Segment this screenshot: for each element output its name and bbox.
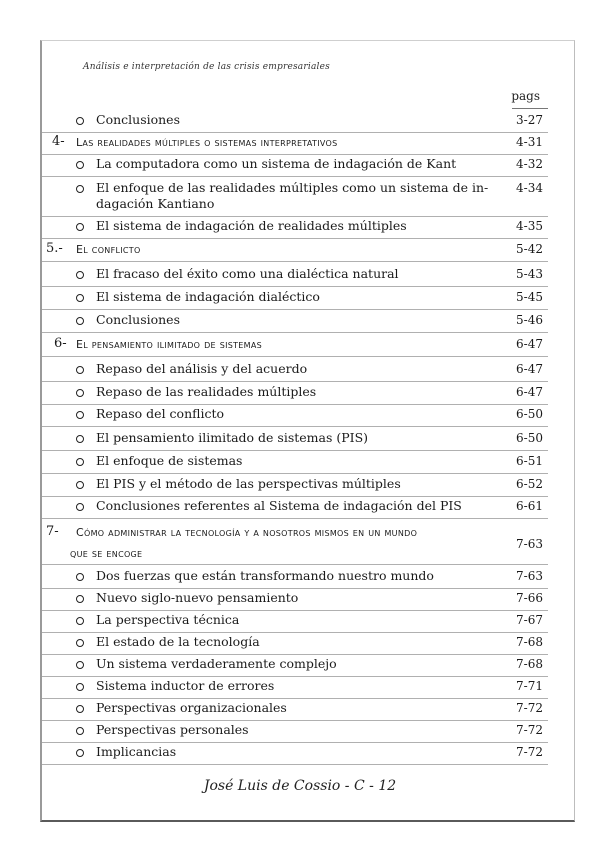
page-number: 7-72: [516, 745, 543, 759]
toc-item-title: El estado de la tecnología: [96, 634, 260, 649]
toc-item-row: [0, 289, 600, 309]
section-number: 5.-: [46, 241, 63, 256]
toc-item-title: El fracaso del éxito como una dialéctica natural: [96, 266, 399, 281]
bullet-circle-icon: [76, 317, 84, 325]
page-number: 4-34: [516, 181, 543, 195]
toc-item-title: La computadora como un sistema de indagación de Kant: [96, 156, 457, 171]
page-number: 5-46: [516, 313, 543, 327]
bullet-circle-icon: [76, 366, 84, 374]
row-separator: [42, 610, 548, 611]
section-title: El pensamiento ilimitado de sistemas: [76, 338, 262, 351]
toc-item-row: [0, 180, 600, 211]
bullet-circle-icon: [76, 617, 84, 625]
row-separator: [42, 404, 548, 405]
toc-item-title: El sistema de indagación de realidades múltiples: [96, 218, 407, 233]
bullet-circle-icon: [76, 481, 84, 489]
row-separator: [42, 286, 548, 287]
pages-label-rule: [512, 108, 548, 109]
toc-item-row: [0, 384, 600, 404]
page-number: 6-51: [516, 454, 543, 468]
toc-item-title: El enfoque de las realidades múltiples como un sistema de in-: [96, 180, 489, 195]
row-separator: [42, 154, 548, 155]
page-number: 6-47: [516, 362, 543, 376]
page-number: 5-42: [516, 242, 543, 256]
bullet-circle-icon: [76, 749, 84, 757]
row-separator: [42, 764, 548, 765]
page-number: 4-35: [516, 219, 543, 233]
bullet-circle-icon: [76, 223, 84, 231]
running-header: Análisis e interpretación de las crisis empresariales: [83, 62, 330, 72]
bullet-circle-icon: [76, 661, 84, 669]
toc-item-row: [0, 453, 600, 473]
bullet-circle-icon: [76, 389, 84, 397]
bullet-circle-icon: [76, 595, 84, 603]
page-number: 7-68: [516, 635, 543, 649]
section-title: El conflicto: [76, 243, 141, 256]
row-separator: [42, 632, 548, 633]
toc-item-title: El sistema de indagación dialéctico: [96, 289, 320, 304]
section-number: 4-: [52, 134, 65, 149]
page-number: 7-71: [516, 679, 543, 693]
page-number: 7-66: [516, 591, 543, 605]
toc-item-title: El PIS y el método de las perspectivas múltiples: [96, 476, 401, 491]
row-separator: [42, 176, 548, 177]
toc-item-title: Repaso del conflicto: [96, 406, 225, 421]
page-number: 4-31: [516, 135, 543, 149]
row-separator: [42, 496, 548, 497]
page-number: 5-45: [516, 290, 543, 304]
row-separator: [42, 261, 548, 262]
row-separator: [42, 450, 548, 451]
section-title: Las realidades múltiples o sistemas interpretativos: [76, 136, 338, 149]
toc-item-row: [0, 476, 600, 496]
pages-column-label: pags: [511, 89, 540, 103]
page-number: 6-47: [516, 337, 543, 351]
bullet-circle-icon: [76, 727, 84, 735]
toc-section-row: [0, 524, 600, 560]
toc-item-title: El enfoque de sistemas: [96, 453, 243, 468]
row-separator: [42, 742, 548, 743]
toc-item-title-continued: dagación Kantiano: [96, 196, 215, 211]
page-number: 6-61: [516, 499, 543, 513]
page-number: 7-63: [516, 537, 543, 551]
page-number: 7-72: [516, 723, 543, 737]
section-title: Cómo administrar la tecnología y a nosotros mismos en un mundo: [76, 526, 418, 539]
toc-item-title: Conclusiones: [96, 112, 180, 127]
toc-item-title: La perspectiva técnica: [96, 612, 240, 627]
bullet-circle-icon: [76, 503, 84, 511]
row-separator: [42, 238, 548, 239]
page-number: 5-43: [516, 267, 543, 281]
page-number: 7-63: [516, 569, 543, 583]
toc-item-title: El pensamiento ilimitado de sistemas (PIS): [96, 430, 369, 445]
toc-item-row: [0, 700, 600, 720]
toc-item-title: Un sistema verdaderamente complejo: [96, 656, 337, 671]
toc-item-row: [0, 612, 600, 632]
toc-item-title: Conclusiones: [96, 312, 180, 327]
bullet-circle-icon: [76, 185, 84, 193]
page-number: 7-67: [516, 613, 543, 627]
toc-item-title: Repaso de las realidades múltiples: [96, 384, 317, 399]
bullet-circle-icon: [76, 639, 84, 647]
row-separator: [42, 720, 548, 721]
row-separator: [42, 426, 548, 427]
toc-section-row: [0, 134, 600, 154]
bullet-circle-icon: [76, 683, 84, 691]
toc-item-row: [0, 498, 600, 518]
toc-item-row: [0, 218, 600, 238]
toc-item-row: [0, 744, 600, 764]
page-number: 7-68: [516, 657, 543, 671]
bullet-circle-icon: [76, 271, 84, 279]
toc-item-row: [0, 678, 600, 698]
row-separator: [42, 132, 548, 133]
toc-item-row: [0, 112, 600, 132]
row-separator: [42, 216, 548, 217]
toc-section-row: [0, 241, 600, 261]
toc-item-row: [0, 568, 600, 588]
row-separator: [42, 356, 548, 357]
row-separator: [42, 473, 548, 474]
page-number: 6-50: [516, 407, 543, 421]
page-footer: José Luis de Cossio - C - 12: [203, 778, 397, 794]
toc-item-row: [0, 722, 600, 742]
row-separator: [42, 654, 548, 655]
toc-item-title: Implicancias: [96, 744, 177, 759]
bullet-circle-icon: [76, 435, 84, 443]
row-separator: [42, 309, 548, 310]
row-separator: [42, 698, 548, 699]
page-number: 7-72: [516, 701, 543, 715]
toc-item-title: Perspectivas personales: [96, 722, 249, 737]
row-separator: [42, 332, 548, 333]
page-number: 4-32: [516, 157, 543, 171]
toc-item-title: Repaso del análisis y del acuerdo: [96, 361, 308, 376]
toc-item-row: [0, 590, 600, 610]
toc-item-row: [0, 361, 600, 381]
bullet-circle-icon: [76, 705, 84, 713]
section-number: 7-: [46, 524, 59, 539]
page-number: 6-47: [516, 385, 543, 399]
row-separator: [42, 518, 548, 519]
bullet-circle-icon: [76, 573, 84, 581]
bullet-circle-icon: [76, 458, 84, 466]
toc-item-title: Sistema inductor de errores: [96, 678, 275, 693]
bullet-circle-icon: [76, 411, 84, 419]
bullet-circle-icon: [76, 117, 84, 125]
section-number: 6-: [54, 336, 67, 351]
toc-item-row: [0, 266, 600, 286]
toc-item-row: [0, 430, 600, 450]
toc-item-row: [0, 634, 600, 654]
row-separator: [42, 564, 548, 565]
toc-item-title: Dos fuerzas que están transformando nuestro mundo: [96, 568, 434, 583]
row-separator: [42, 676, 548, 677]
toc-item-title: Nuevo siglo-nuevo pensamiento: [96, 590, 299, 605]
bullet-circle-icon: [76, 161, 84, 169]
section-title-continued: que se encoge: [70, 547, 143, 560]
page-number: 6-52: [516, 477, 543, 491]
toc-item-row: [0, 312, 600, 332]
toc-item-title: Perspectivas organizacionales: [96, 700, 287, 715]
toc-item-row: [0, 406, 600, 426]
bullet-circle-icon: [76, 294, 84, 302]
toc-item-title: Conclusiones referentes al Sistema de indagación del PIS: [96, 498, 462, 513]
page-number: 3-27: [516, 113, 543, 127]
row-separator: [42, 588, 548, 589]
toc-section-row: [0, 336, 600, 356]
page-number: 6-50: [516, 431, 543, 445]
toc-item-row: [0, 656, 600, 676]
toc-item-row: [0, 156, 600, 176]
row-separator: [42, 381, 548, 382]
